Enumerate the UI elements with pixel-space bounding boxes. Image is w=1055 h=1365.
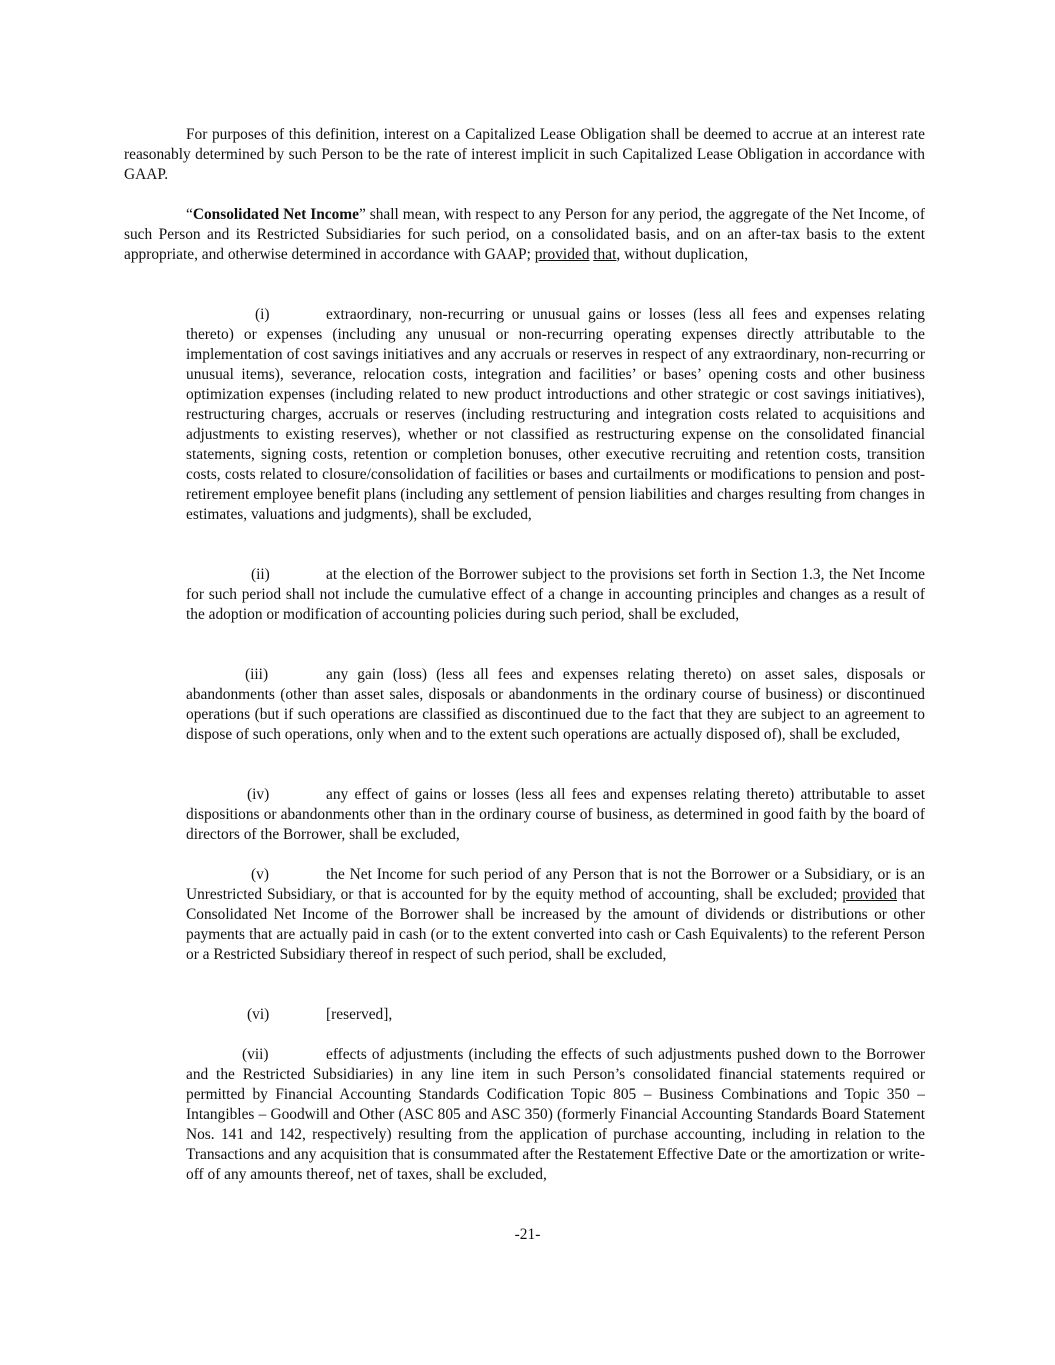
clause-text: [reserved], <box>326 1006 393 1023</box>
clause-number: (vi) <box>247 1006 270 1023</box>
clause-number: (vii) <box>242 1046 269 1063</box>
clause-ii <box>186 565 925 625</box>
clause-i <box>186 305 925 525</box>
definition-consolidated-net-income <box>124 205 925 265</box>
clause-number: (v) <box>251 866 269 883</box>
clause-vii <box>186 1045 925 1185</box>
clause-number: (iv) <box>247 786 270 803</box>
clause-number: (iii) <box>245 666 269 683</box>
paragraph-capitalized-lease: For purposes of this definition, interest on a Capitalized Lease Obligation shall be deemed to accrue at an interest rate reasonably determined by such Person to be the rate of interest implicit in such Capitalized Lease Obligation in accordance with GAAP. <box>124 126 925 183</box>
clause-v <box>186 865 925 965</box>
clause-number: (ii) <box>251 566 270 583</box>
clause-iii <box>186 665 925 745</box>
clause-text: effects of adjustments (including the effects of such adjustments pushed down to the Borrower and the Restricted Subsidiaries) in any line item in such Person’s consolidated financial statements required or permitted by Financial Accounting Standards Codification Topic 805 – Business Combinations and Topic 350 – Intangibles – Goodwill and Other (ASC 805 and ASC 350) (formerly Financial Accounting Standards Board Statement Nos. 141 and 142, respectively) resulting from the application of purchase accounting, including in relation to the Transactions and any acquisition that is consummated after the Restatement Effective Date or the amortization or write-off of any amounts thereof, net of taxes, shall be excluded, <box>186 1046 925 1183</box>
definition-text-end: , without duplication, <box>616 246 749 263</box>
clause-number: (i) <box>255 306 270 323</box>
clause-text: the Net Income for such period of any Person that is not the Borrower or a Subsidiary, or is an Unrestricted Subsidiary, or that is accounted for by the equity method of accounting, shall be excluded; <box>186 866 925 903</box>
clause-text: any effect of gains or losses (less all fees and expenses relating thereto) attributable to asset dispositions or abandonments other than in the ordinary course of business, as determined in good faith by the board of directors of the Borrower, shall be excluded, <box>186 786 925 843</box>
clause-text-end: that Consolidated Net Income of the Borrower shall be increased by the amount of dividends or distributions or other payments that are actually paid in cash (or to the extent converted into cash or Cash Equivalents) to the referent Person or a Restricted Subsidiary thereof in respect of such period, shall be excluded, <box>186 886 925 963</box>
definition-text: ” shall mean, with respect to any Person for any period, the aggregate of the Net Income, of such Person and its Restricted Subsidiaries for such period, on a consolidated basis, and on an after-tax basis to the extent appropriate, and otherwise determined in accordance with GAAP; <box>124 206 925 263</box>
clause-text: extraordinary, non-recurring or unusual gains or losses (less all fees and expenses relating thereto) or expenses (including any unusual or non-recurring operating expenses directly attributable to the implementation of cost savings initiatives and any accruals or reserves in respect of any extraordinary, non-recurring or unusual items), severance, relocation costs, integration and facilities’ or bases’ opening costs and other business optimization expenses (including related to new product introductions and other strategic or cost savings initiatives), restructuring charges, accruals or reserves (including restructuring and integration costs related to acquisitions and adjustments to existing reserves), whether or not classified as restructuring expense on the consolidated financial statements, signing costs, retention or completion bonuses, other executive recruiting and retention costs, transition costs, costs related to closure/consolidation of facilities or bases and curtailments or modifications to pension and post-retirement employee benefit plans (including any settlement of pension liabilities and charges resulting from changes in estimates, valuations and judgments), shall be excluded, <box>186 306 925 523</box>
defined-term: Consolidated Net Income <box>192 206 359 223</box>
clause-iv <box>186 785 925 845</box>
clause-vi <box>186 1005 925 1025</box>
open-quote: “ <box>186 206 193 223</box>
page-number: -21- <box>514 1226 541 1243</box>
provided-word: provided <box>842 886 897 903</box>
clause-text: any gain (loss) (less all fees and expenses relating thereto) on asset sales, disposals or abandonments (other than asset sales, disposals or abandonments in the ordinary course of business) or discontinued operations (but if such operations are classified as discontinued due to the fact that they are subject to an agreement to dispose of such operations, only when and to the extent such operations are actually disposed of), shall be excluded, <box>186 666 925 743</box>
provided-word: provided <box>534 246 590 263</box>
that-word: that <box>593 246 617 263</box>
clause-text: at the election of the Borrower subject to the provisions set forth in Section 1.3, the Net Income for such period shall not include the cumulative effect of a change in accounting principles and changes as a result of the adoption or modification of accounting policies during such period, shall be excluded, <box>186 566 925 623</box>
